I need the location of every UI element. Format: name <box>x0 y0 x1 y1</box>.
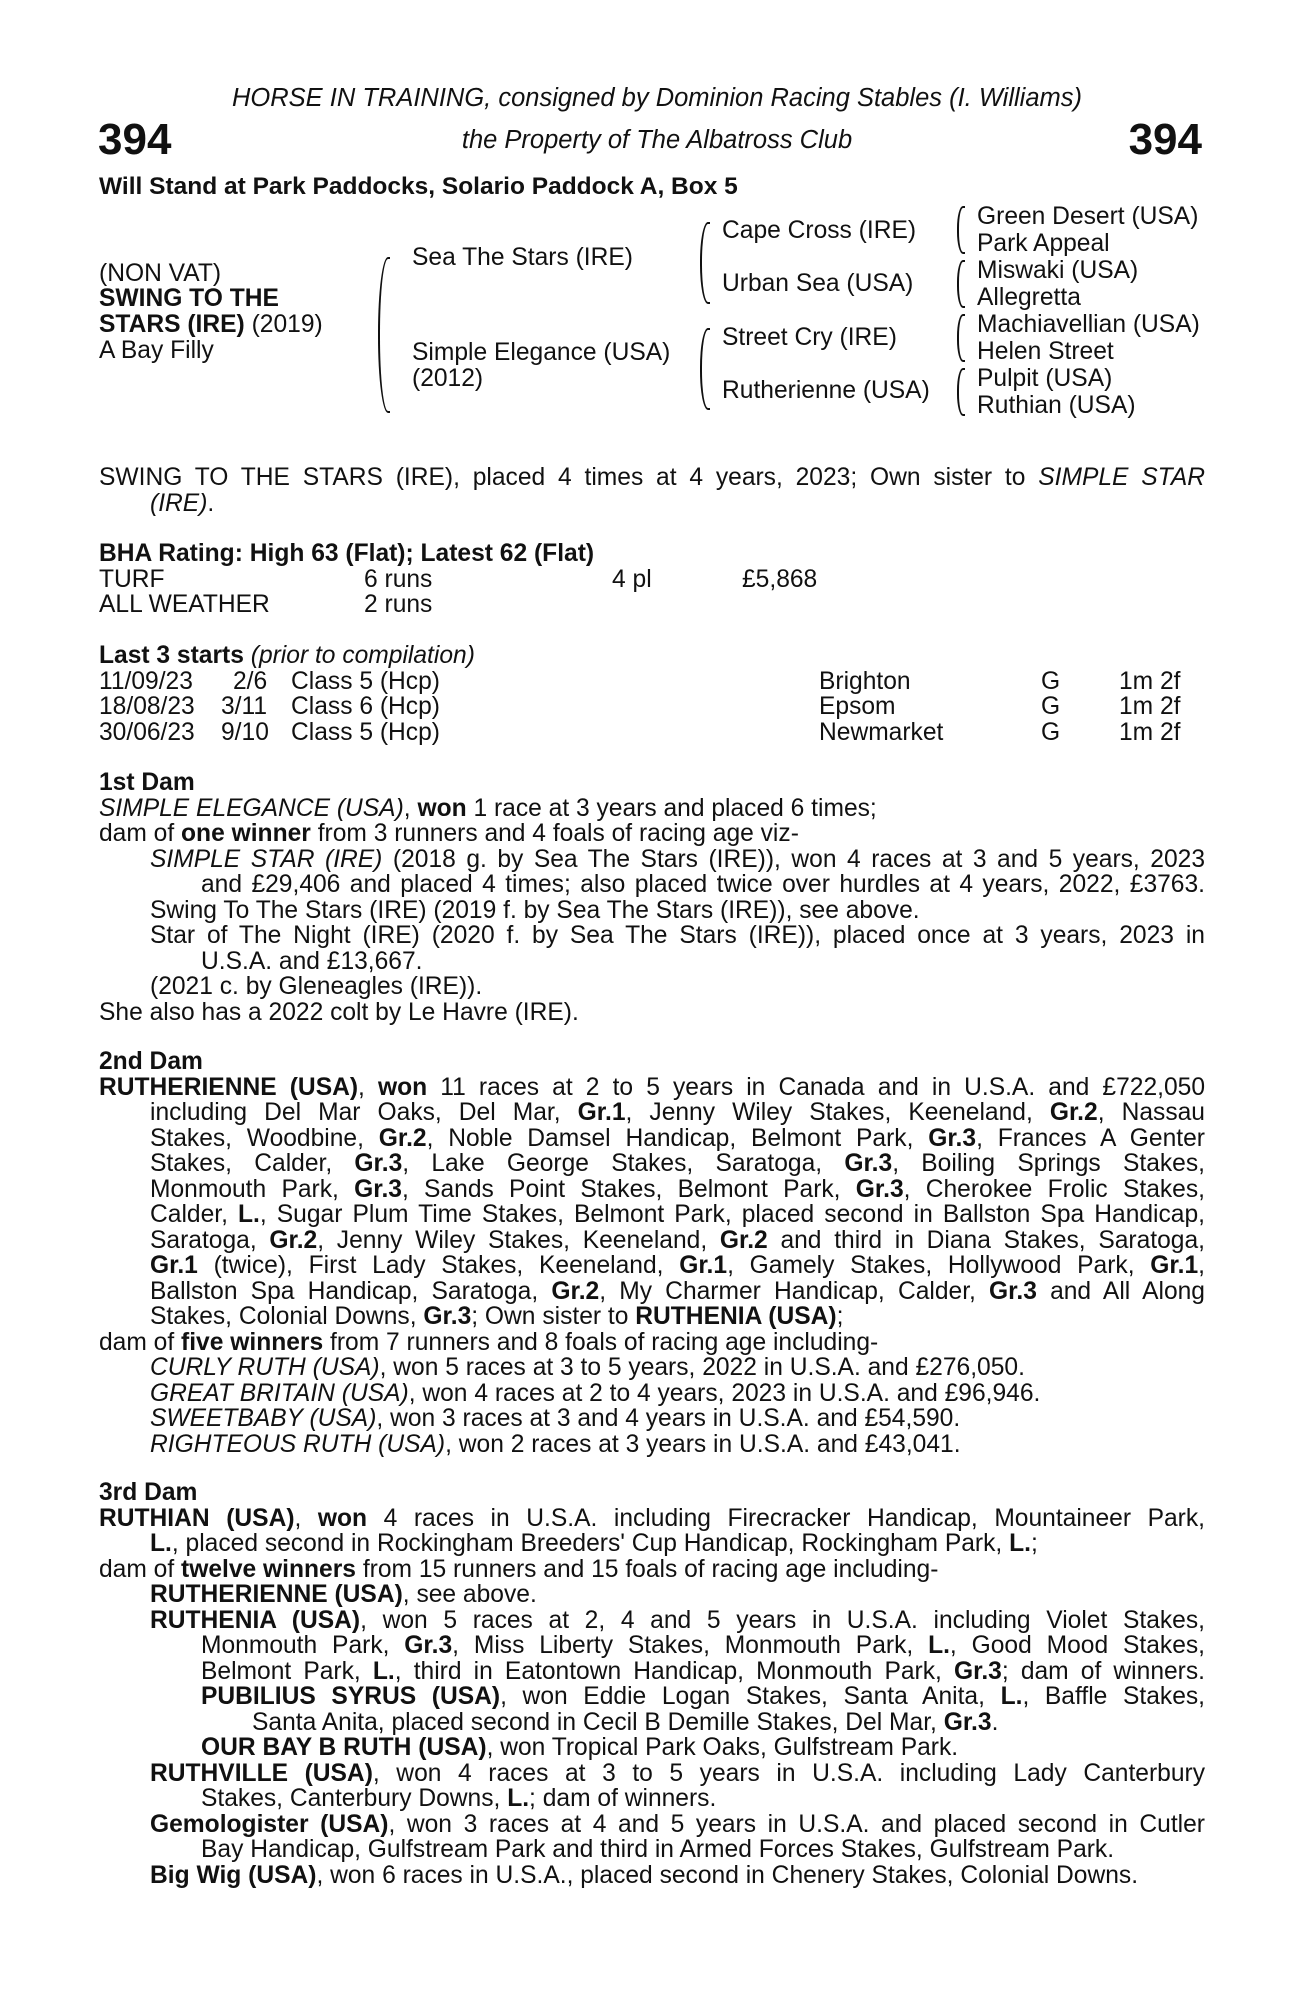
sire-sire-sire: Green Desert (USA) <box>977 203 1199 230</box>
section-title: 1st Dam <box>99 769 195 796</box>
rating-row-aw: ALL WEATHER 2 runs <box>99 591 433 618</box>
start-row: 11/09/23 2/6 Class 5 (Hcp) Brighton G 1m 2f <box>99 667 1181 695</box>
lot-number-right: 394 <box>1128 115 1202 164</box>
consignor-line: HORSE IN TRAINING, consigned by Dominion Racing Stables (I. Williams) <box>231 84 1083 112</box>
dam-dam-dam: Ruthian (USA) <box>977 392 1136 419</box>
vat-status: (NON VAT) <box>99 260 222 287</box>
sire: Sea The Stars (IRE) <box>412 244 633 271</box>
sire-dam-dam: Allegretta <box>977 284 1081 311</box>
start-row: 18/08/23 3/11 Class 6 (Hcp) Epsom G 1m 2f <box>99 693 1181 720</box>
horse-name-line2: STARS (IRE) (2019) <box>99 311 323 338</box>
last-starts: Last 3 starts (prior to compilation) 11/09/23 2/6 Class 5 (Hcp) Brighton G 1m 2f 18/08/23 3/11 Class 6 (Hcp) Epsom G 1m 2f 30/06/23 9/10 Class 5 (Hcp) Newmarket G 1m 2f <box>99 643 1205 745</box>
horse-summary: SWING TO THE STARS (IRE), placed 4 times at 4 years, 2023; Own sister to SIMPLE STAR (IRE). <box>99 464 1205 517</box>
first-dam: 1st Dam SIMPLE ELEGANCE (USA), won 1 race at 3 years and placed 6 times; dam of one winner from 3 runners and 4 foals of racing age viz- SIMPLE STAR (IRE) (2018 g. by Sea The Stars (IRE)), won 4 races at 3 and 5 years, 2023 and £29,406 and placed 4 times; also placed twice over hurdles at 4 years, 2022, £3763. Swing To The Stars (IRE) (2019 f. by Sea The Stars (IRE)), see above. Star of The Night (IRE) (2020 f. by Sea The Stars (IRE)), placed once at 3 years, 2023 in U.S.A. and £13,667. (2021 c. by Gleneagles (IRE)). She also has a 2022 colt by Le Havre (IRE). <box>99 769 1205 1026</box>
bha-rating-title: BHA Rating: High 63 (Flat); Latest 62 (Flat) <box>99 540 595 567</box>
sire-sire: Cape Cross (IRE) <box>722 217 917 244</box>
horse-name-line1: SWING TO THE <box>99 285 279 312</box>
bha-rating <box>99 541 1205 618</box>
bracket-gg1 <box>957 206 965 254</box>
dam-sire: Street Cry (IRE) <box>722 324 897 351</box>
bracket-sire-parents <box>700 222 710 304</box>
stand-location: Will Stand at Park Paddocks, Solario Paddock A, Box 5 <box>99 173 738 200</box>
dam-sire-sire: Machiavellian (USA) <box>977 311 1200 338</box>
section-title: 2nd Dam <box>99 1048 203 1075</box>
dam-year: (2012) <box>412 365 484 392</box>
dam: Simple Elegance (USA) <box>412 339 671 366</box>
bracket-gg4 <box>957 368 965 416</box>
lot-number-left: 394 <box>98 115 172 164</box>
dam-dam: Rutherienne (USA) <box>722 377 930 404</box>
rating-row-turf: TURF 6 runs 4 pl £5,868 <box>99 565 818 593</box>
section-title: 3rd Dam <box>99 1479 198 1506</box>
bracket-gg2 <box>957 260 965 308</box>
bracket-dam-parents <box>700 328 710 410</box>
dam-sire-dam: Helen Street <box>977 338 1114 365</box>
sire-dam-sire: Miswaki (USA) <box>977 257 1139 284</box>
second-dam: 2nd Dam RUTHERIENNE (USA), won 11 races at 2 to 5 years in Canada and in U.S.A. and £722,050 including Del Mar Oaks, Del Mar, Gr.1, Jenny Wiley Stakes, Keeneland, Gr.2, Nassau Stakes, Woodbine, Gr.2, Noble Damsel Handicap, Belmont Park, Gr.3, Frances A Genter Stakes, Calder, Gr.3, Lake George Stakes, Saratoga, Gr.3, Boiling Springs Stakes, Monmouth Park, Gr.3, Sands Point Stakes, Belmont Park, Gr.3, Cherokee Frolic Stakes, Calder, L., Sugar Plum Time Stakes, Belmont Park, placed second in Ballston Spa Handicap, Saratoga, Gr.2, Jenny Wiley Stakes, Keeneland, Gr.2 and third in Diana Stakes, Saratoga, Gr.1 (twice), First Lady Stakes, Keeneland, Gr.1, Gamely Stakes, Hollywood Park, Gr.1, Ballston Spa Handicap, Saratoga, Gr.2, My Charmer Handicap, Calder, Gr.3 and All Along Stakes, Colonial Downs, Gr.3; Own sister to RUTHENIA (USA); dam of five winners from 7 runners and 8 foals of racing age including- CURLY RUTH (USA), won 5 races at 3 to 5 years, 2022 in U.S.A. and £276,050. GREAT BRITAIN (USA), won 4 races at 2 to 4 years, 2023 in U.S.A. and £96,946. SWEETBABY (USA), won 3 races at 3 and 4 years in U.S.A. and £54,590. RIGHTEOUS RUTH (USA), won 2 races at 3 years in U.S.A. and £43,041. <box>99 1048 1205 1458</box>
property-line: the Property of The Albatross Club <box>461 126 853 154</box>
bracket-sire-dam <box>378 257 390 413</box>
bracket-gg3 <box>957 314 965 362</box>
horse-sex: A Bay Filly <box>99 337 214 364</box>
start-row: 30/06/23 9/10 Class 5 (Hcp) Newmarket G 1m 2f <box>99 718 1181 746</box>
dam-dam-sire: Pulpit (USA) <box>977 365 1113 392</box>
third-dam: 3rd Dam RUTHIAN (USA), won 4 races in U.S.A. including Firecracker Handicap, Mountaineer Park, L., placed second in Rockingham Breeders' Cup Handicap, Rockingham Park, L.; dam of twelve winners from 15 runners and 15 foals of racing age including- RUTHERIENNE (USA), see above. RUTHENIA (USA), won 5 races at 2, 4 and 5 years in U.S.A. including Violet Stakes, Monmouth Park, Gr.3, Miss Liberty Stakes, Monmouth Park, L., Good Mood Stakes, Belmont Park, L., third in Eatontown Handicap, Monmouth Park, Gr.3; dam of winners. PUBILIUS SYRUS (USA), won Eddie Logan Stakes, Santa Anita, L., Baffle Stakes, Santa Anita, placed second in Cecil B Demille Stakes, Del Mar, Gr.3. OUR BAY B RUTH (USA), won Tropical Park Oaks, Gulfstream Park. RUTHVILLE (USA), won 4 races at 3 to 5 years in U.S.A. including Lady Canterbury Stakes, Canterbury Downs, L.; dam of winners. Gemologister (USA), won 3 races at 4 and 5 years in U.S.A. and placed second in Cutler Bay Handicap, Gulfstream Park and third in Armed Forces Stakes, Gulfstream Park. Big Wig (USA), won 6 races in U.S.A., placed second in Chenery Stakes, Colonial Downs. <box>99 1479 1206 1889</box>
sire-sire-dam: Park Appeal <box>977 230 1110 257</box>
sire-dam: Urban Sea (USA) <box>722 270 914 297</box>
